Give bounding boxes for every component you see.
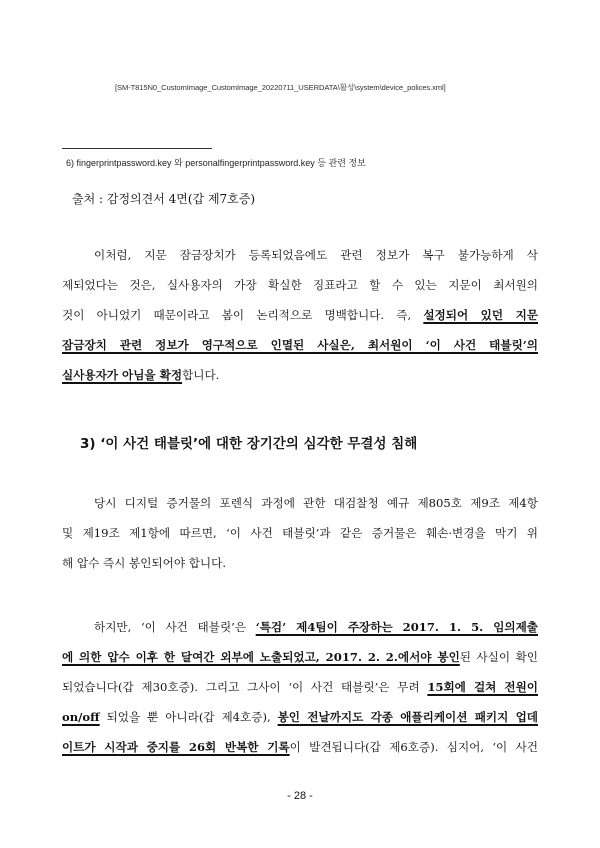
text-line: 이처럼, 지문 잠금장치가 등록되었음에도 관련 정보가 복구 불가능하게 삭 — [94, 248, 538, 262]
text-run: 되었을 뿐 아니라(갑 제4호증), — [99, 710, 278, 724]
text-line: 해 압수 즉시 봉인되어야 합니다. — [62, 556, 227, 570]
section-heading: 3) ‘이 사건 태블릿’에 대한 장기간의 심각한 무결성 침해 — [80, 436, 418, 452]
emphasis-run: ‘특검’ 제4팀이 주장하는 2017. 1. 5. 임의제출 — [255, 620, 538, 634]
text-line: 당시 디지털 증거물의 포렌식 과정에 관한 대검찰청 예규 제805호 제9조 제4항 — [94, 496, 538, 510]
emphasis-run: 이트가 시작과 중지를 26회 반복한 기록 — [62, 740, 290, 754]
text-line — [62, 642, 538, 672]
text-line — [62, 300, 538, 330]
text-line — [62, 612, 538, 642]
text-run: 되었습니다(갑 제30호증). 그리고 그사이 ‘이 사건 태블릿’은 무려 — [62, 680, 428, 694]
text-line — [62, 672, 538, 702]
emphasis-run: 15회에 걸쳐 전원이 — [427, 680, 538, 694]
file-path-caption: [SM-T815N0_CustomImage_CustomImage_20220711_USERDATA\활성\system\device_polices.xml] — [115, 83, 446, 92]
emphasis-run: on/off — [62, 710, 100, 724]
text-run: 것이 아니었기 때문이라고 봄이 논리적으로 명백합니다. 즉, — [62, 308, 424, 322]
emphasis-run: 실사용자가 아님을 확정 — [62, 368, 183, 382]
text-line: 제되었다는 것은, 실사용자의 가장 확실한 징표라고 할 수 있는 지문이 최서원의 — [62, 278, 538, 292]
text-run: 이 발견됩니다(갑 제6호증). 심지어, ‘이 사건 — [289, 740, 538, 754]
emphasis-run: 설정되어 있던 지문 — [423, 308, 538, 322]
emphasis-run: 에 의한 압수 이후 한 달여간 외부에 노출되었고, 2017. 2. 2.에서야 봉인 — [62, 650, 460, 664]
paragraph-seal-rule — [62, 488, 538, 578]
text-line — [62, 732, 538, 762]
footnote-divider — [62, 148, 212, 149]
footnote: 6) fingerprintpassword.key 와 personalfingerprintpassword.key 등 관련 정보 — [66, 158, 366, 168]
emphasis-run: 봉인 전날까지도 각종 애플리케이션 패키지 업데 — [277, 710, 538, 724]
text-line — [62, 360, 538, 390]
paragraph-fingerprint — [62, 240, 538, 390]
text-run: 합니다. — [182, 368, 220, 382]
emphasis-line: 잠금장치 관련 정보가 영구적으로 인멸된 사실은, 최서원이 ‘이 사건 태블릿’의 — [62, 338, 538, 352]
text-run: 된 사실이 확인 — [459, 650, 538, 664]
paragraph-integrity — [62, 612, 538, 762]
text-line — [62, 702, 538, 732]
page-number: - 28 - — [287, 790, 313, 802]
source-caption: 출처 : 감정의견서 4면(갑 제7호증) — [72, 192, 256, 206]
text-run: 하지만, ‘이 사건 태블릿’은 — [94, 620, 256, 634]
text-line: 및 제19조 제1항에 따르면, ‘이 사건 태블릿’과 같은 증거물은 훼손·변경을 막기 위 — [62, 526, 538, 540]
